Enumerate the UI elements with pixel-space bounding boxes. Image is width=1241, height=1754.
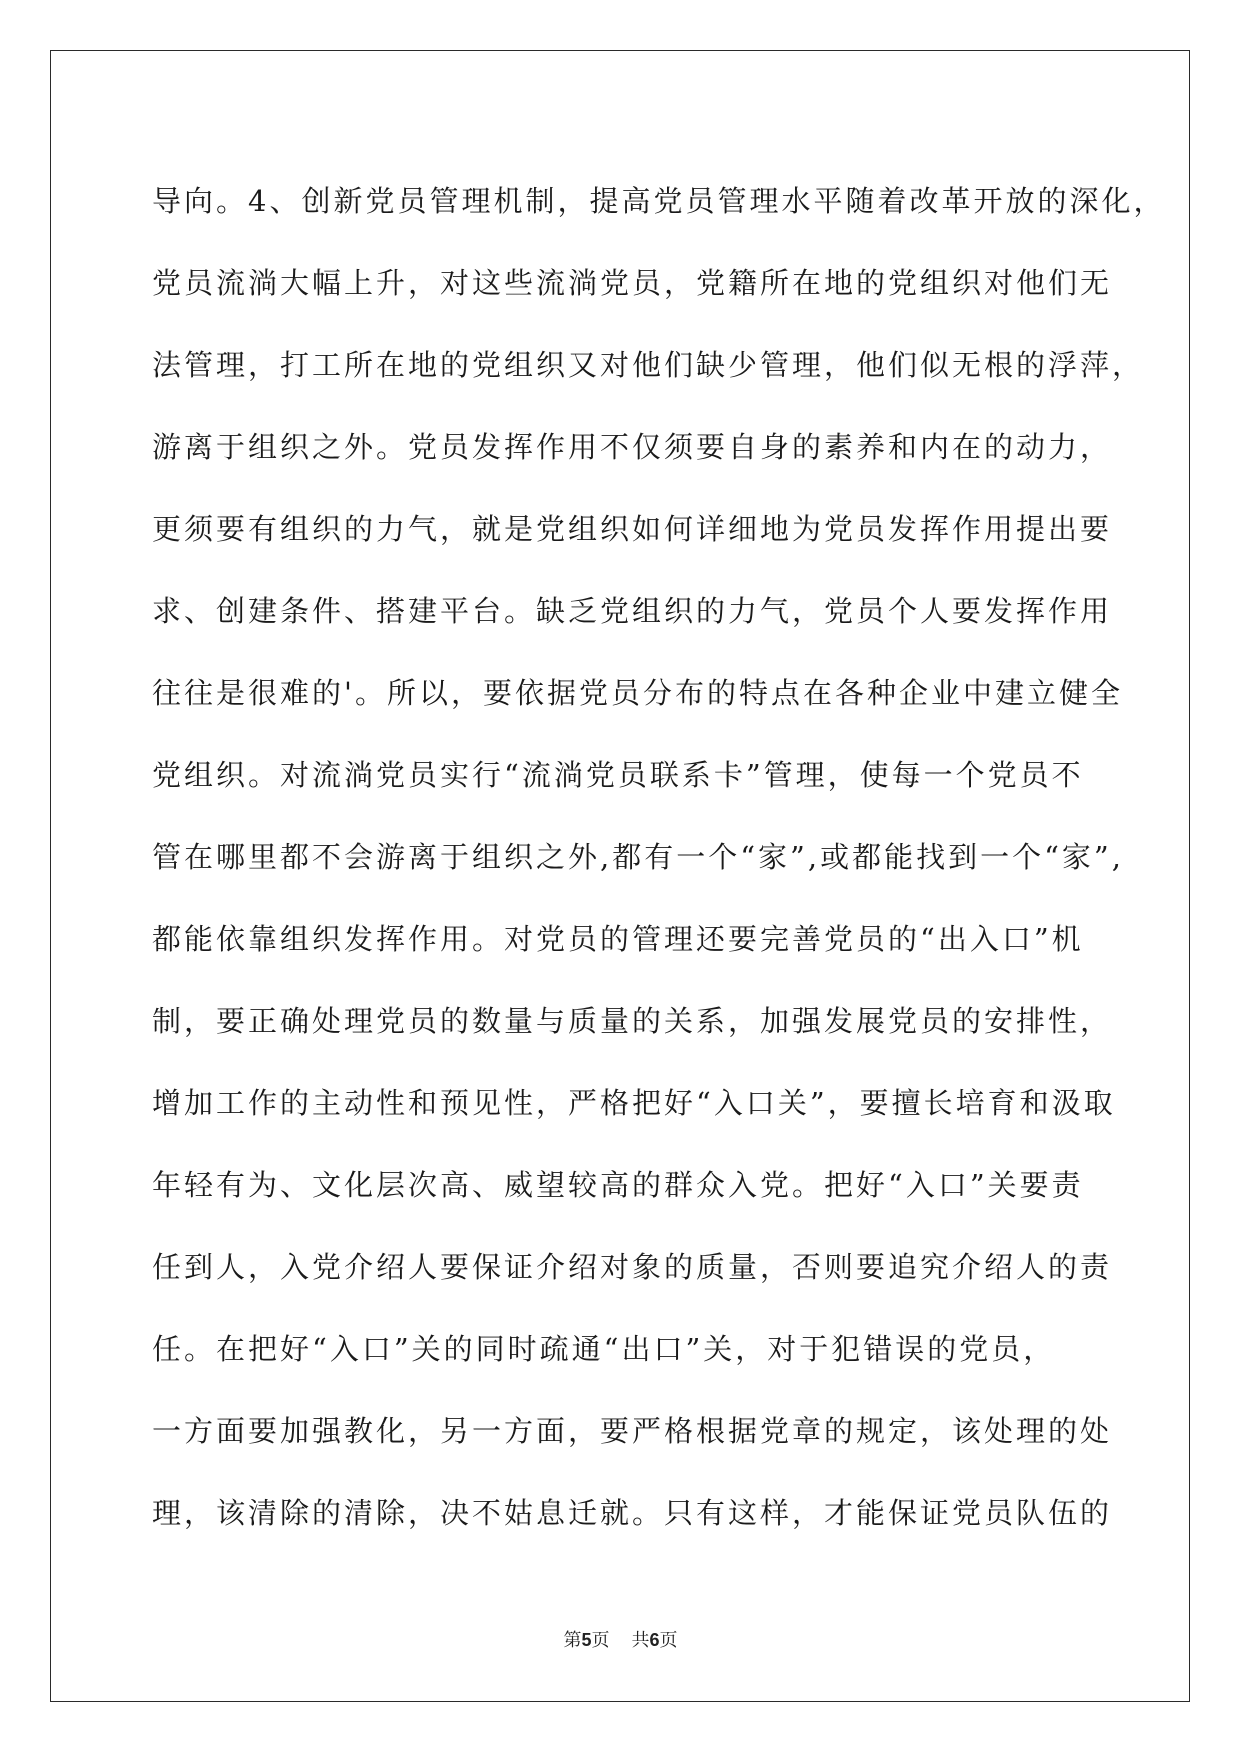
text-line-17: 理，该清除的清除，决不姑息迁就。只有这样，才能保证党员队伍的 [152,1496,1113,1530]
text-line-2: 党员流淌大幅上升，对这些流淌党员，党籍所在地的党组织对他们无 [152,266,1113,300]
text-line-5: 更须要有组织的力气，就是党组织如何详细地为党员发挥作用提出要 [152,512,1113,546]
text-line-6: 求、创建条件、搭建平台。缺乏党组织的力气，党员个人要发挥作用 [152,594,1113,628]
text-line-11: 制，要正确处理党员的数量与质量的关系，加强发展党员的安排性， [152,1004,1113,1038]
page-suffix: 页 [591,1630,610,1651]
total-prefix: 共 [631,1630,650,1651]
text-line-16: 一方面要加强教化，另一方面，要严格根据党章的规定，该处理的处 [152,1414,1113,1448]
text-line-15: 任。在把好“入口”关的同时疏通“出口”关，对于犯错误的党员， [152,1332,1056,1366]
text-line-8: 党组织。对流淌党员实行“流淌党员联系卡”管理，使每一个党员不 [152,758,1084,792]
text-line-3: 法管理，打工所在地的党组织又对他们缺少管理，他们似无根的浮萍， [152,348,1145,382]
total-pages-number: 6 [649,1630,660,1650]
page-footer [0,1626,1241,1652]
page-prefix: 第 [563,1630,582,1651]
text-line-9: 管在哪里都不会游离于组织之外,都有一个“家”,或都能找到一个“家”, [152,840,1124,874]
current-page-number: 5 [581,1630,592,1650]
total-suffix: 页 [659,1630,678,1651]
text-line-4: 游离于组织之外。党员发挥作用不仅须要自身的素养和内在的动力， [152,430,1113,464]
text-line-1: 导向。4、创新党员管理机制，提高党员管理水平随着改革开放的深化， [152,184,1166,218]
text-line-14: 任到人，入党介绍人要保证介绍对象的质量，否则要追究介绍人的责 [152,1250,1113,1284]
document-body [152,160,1166,1554]
text-line-10: 都能依靠组织发挥作用。对党员的管理还要完善党员的“出入口”机 [152,922,1084,956]
text-line-13: 年轻有为、文化层次高、威望较高的群众入党。把好“入口”关要责 [152,1168,1084,1202]
text-line-12: 增加工作的主动性和预见性，严格把好“入口关”，要擅长培育和汲取 [152,1086,1116,1120]
text-line-7: 往往是很难的'。所以，要依据党员分布的特点在各种企业中建立健全 [152,676,1123,710]
